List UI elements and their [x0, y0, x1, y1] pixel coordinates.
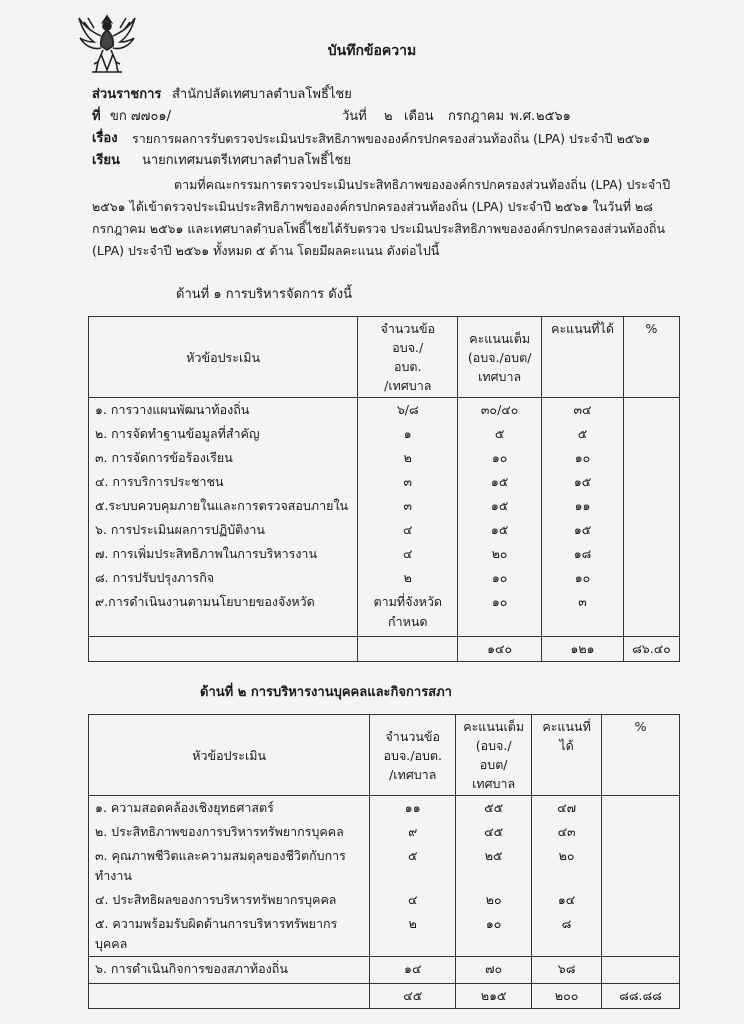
to-label: เรียน: [92, 153, 120, 168]
memo-title: บันทึกข้อความ: [327, 43, 417, 59]
year-label: พ.ศ.: [510, 109, 536, 124]
table-row: [89, 590, 680, 637]
s2-got: ๒๐: [532, 844, 602, 888]
s2-header-got: คะแนนที่ ได้: [532, 715, 602, 796]
s1-total-pct: ๘๖.๔๐: [623, 637, 679, 662]
table-row: [89, 446, 680, 470]
s1-got: ๑๕: [542, 518, 624, 542]
month-value: กรกฎาคม: [448, 109, 505, 124]
table-row: [89, 796, 680, 821]
s1-pct: [623, 446, 679, 470]
s1-header-item: หัวข้อประเมิน: [89, 317, 358, 398]
s2-pct: [602, 912, 680, 957]
s1-pct: [623, 494, 679, 518]
s1-pct: [623, 566, 679, 590]
s1-got: ๑๑: [542, 494, 624, 518]
s2-count: ๙: [370, 820, 456, 844]
s2-count: ๑๑: [370, 796, 456, 821]
s2-total-count: ๔๕: [370, 984, 456, 1009]
s1-item: ๔. การบริการประชาชน: [89, 470, 358, 494]
s1-total-label: [89, 637, 358, 662]
s1-pct: [623, 470, 679, 494]
s1-full: ๑๕: [458, 518, 542, 542]
table-row: [89, 957, 680, 984]
s2-full: ๔๕: [456, 820, 532, 844]
table-row: [89, 566, 680, 590]
s1-pct: [623, 518, 679, 542]
s1-full: ๑๕: [458, 470, 542, 494]
body-line-1: ตามที่คณะกรรมการตรวจประเมินประสิทธิภาพขององค์กรปกครองส่วนท้องถิ่น (LPA) ประจำปี: [174, 177, 671, 192]
s1-pct: [623, 590, 679, 637]
s1-got: ๓๔: [542, 398, 624, 423]
s2-item: ๖. การดำเนินกิจการของสภาท้องถิ่น: [89, 957, 370, 984]
s1-item: ๑. การวางแผนพัฒนาท้องถิ่น: [89, 398, 358, 423]
s1-full: ๑๐: [458, 590, 542, 637]
subject-label: เรื่อง: [92, 131, 118, 146]
table-row: [89, 844, 680, 888]
body-line-4: (LPA) ประจำปี ๒๕๖๑ ทั้งหมด ๕ ด้าน โดยมีผลคะแนน ดังต่อไปนี้: [92, 243, 440, 258]
body-line-2: ๒๕๖๑ ได้เข้าตรวจประเมินประสิทธิภาพขององค์กรปกครองส่วนท้องถิ่น (LPA) ประจำปี ๒๕๖๑ ในวันที่ ๒๘: [92, 199, 653, 214]
s1-pct: [623, 398, 679, 423]
s1-count: ๓: [358, 470, 458, 494]
s1-header-full: คะแนนเต็ม (อบจ./อบต/ เทศบาล: [458, 317, 542, 398]
s1-count: ๓: [358, 494, 458, 518]
s2-pct: [602, 844, 680, 888]
department-value: สำนักปลัดเทศบาลตำบลโพธิ์ไชย: [172, 87, 352, 102]
s1-item: ๙.การดำเนินงานตามนโยบายของจังหวัด: [89, 590, 358, 637]
s2-item: ๒. ประสิทธิภาพของการบริหารทรัพยากรบุคคล: [89, 820, 370, 844]
s2-pct: [602, 957, 680, 984]
s1-got: ๑๐: [542, 566, 624, 590]
section2-table: [88, 714, 680, 1009]
table-row: [89, 494, 680, 518]
s2-total-label: [89, 984, 370, 1009]
s2-total-full: ๒๑๕: [456, 984, 532, 1009]
s1-count: ๑: [358, 422, 458, 446]
s2-count: ๕: [370, 844, 456, 888]
table-row: [89, 820, 680, 844]
s1-count: ๔: [358, 542, 458, 566]
s1-pct: [623, 542, 679, 566]
department-label: ส่วนราชการ: [92, 87, 162, 102]
s1-got: ๑๘: [542, 542, 624, 566]
date-label: วันที่: [342, 109, 367, 124]
table-row: [89, 398, 680, 423]
s1-item: ๕.ระบบควบคุมภายในและการตรวจสอบภายใน: [89, 494, 358, 518]
s1-count: ๔: [358, 518, 458, 542]
s2-item: ๓. คุณภาพชีวิตและความสมดุลของชีวิตกับการทำงาน: [89, 844, 370, 888]
s1-full: ๕: [458, 422, 542, 446]
s1-total-count: [358, 637, 458, 662]
s1-pct: [623, 422, 679, 446]
s2-full: ๗๐: [456, 957, 532, 984]
s1-header-got: คะแนนที่ได้: [542, 317, 624, 398]
s1-item: ๘. การปรับปรุงภารกิจ: [89, 566, 358, 590]
to-value: นายกเทศมนตรีเทศบาลตำบลโพธิ์ไชย: [142, 153, 352, 168]
s1-count: ๒: [358, 446, 458, 470]
ref-number: ขก ๗๗๐๑/: [110, 109, 172, 124]
table-row: [89, 422, 680, 446]
s1-got: ๕: [542, 422, 624, 446]
table-row: [89, 470, 680, 494]
section1-table: [88, 316, 680, 662]
s1-item: ๓. การจัดการข้อร้องเรียน: [89, 446, 358, 470]
table-row: [89, 542, 680, 566]
s2-item: ๑. ความสอดคล้องเชิงยุทธศาสตร์: [89, 796, 370, 821]
s2-count: ๒: [370, 912, 456, 957]
s2-header-count: จำนวนข้อ อบจ./อบต. /เทศบาล: [370, 715, 456, 796]
s2-full: ๒๐: [456, 888, 532, 912]
table-row: [89, 888, 680, 912]
s1-full: ๑๐: [458, 566, 542, 590]
s1-item: ๖. การประเมินผลการปฏิบัติงาน: [89, 518, 358, 542]
s2-item: ๕. ความพร้อมรับผิดด้านการบริหารทรัพยากรบุคคล: [89, 912, 370, 957]
s2-total-pct: ๘๘.๘๘: [602, 984, 680, 1009]
section2-title: ด้านที่ ๒ การบริหารงานบุคคลและกิจการสภา: [200, 685, 452, 700]
table-row: [89, 912, 680, 957]
s1-full: ๓๐/๔๐: [458, 398, 542, 423]
s2-total-got: ๒๐๐: [532, 984, 602, 1009]
s2-header-pct: %: [602, 715, 680, 796]
date-day: ๒: [384, 109, 393, 124]
s2-header-item: หัวข้อประเมิน: [89, 715, 370, 796]
s2-got: ๔๓: [532, 820, 602, 844]
s1-count: ๒: [358, 566, 458, 590]
s1-header-pct: %: [623, 317, 679, 398]
s1-item: ๗. การเพิ่มประสิทธิภาพในการบริหารงาน: [89, 542, 358, 566]
s2-item: ๔. ประสิทธิผลของการบริหารทรัพยากรบุคคล: [89, 888, 370, 912]
s2-got: ๔๗: [532, 796, 602, 821]
subject-value: รายการผลการรับตรวจประเมินประสิทธิภาพขององค์กรปกครองส่วนท้องถิ่น (LPA) ประจำปี ๒๕๖๑: [132, 131, 651, 146]
s2-header-full: คะแนนเต็ม (อบจ./อบต/ เทศบาล: [456, 715, 532, 796]
s2-full: ๒๕: [456, 844, 532, 888]
s2-pct: [602, 888, 680, 912]
s2-pct: [602, 820, 680, 844]
year-value: ๒๕๖๑: [536, 109, 571, 124]
s1-got: ๑๐: [542, 446, 624, 470]
s2-count: ๑๔: [370, 957, 456, 984]
s1-count: ตามที่จังหวัดกำหนด: [358, 590, 458, 637]
ref-label: ที่: [92, 109, 101, 124]
body-line-3: กรกฎาคม ๒๕๖๑ และเทศบาลตำบลโพธิ์ไชยได้รับตรวจ ประเมินประสิทธิภาพขององค์กรปกครองส่วนท้องถิ่น: [92, 221, 666, 236]
s2-got: ๑๔: [532, 888, 602, 912]
s1-total-full: ๑๔๐: [458, 637, 542, 662]
s1-header-count: จำนวนข้อ อบจ./ อบต. /เทศบาล: [358, 317, 458, 398]
s2-count: ๔: [370, 888, 456, 912]
s1-item: ๒. การจัดทำฐานข้อมูลที่สำคัญ: [89, 422, 358, 446]
s2-full: ๕๕: [456, 796, 532, 821]
s2-pct: [602, 796, 680, 821]
s1-full: ๑๕: [458, 494, 542, 518]
s1-got: ๓: [542, 590, 624, 637]
s1-got: ๑๕: [542, 470, 624, 494]
table-row: [89, 518, 680, 542]
s1-count: ๖/๘: [358, 398, 458, 423]
section1-title: ด้านที่ ๑ การบริหารจัดการ ดังนี้: [176, 287, 352, 302]
month-label: เดือน: [404, 109, 434, 124]
s1-full: ๒๐: [458, 542, 542, 566]
s2-got: ๖๘: [532, 957, 602, 984]
s2-got: ๘: [532, 912, 602, 957]
s1-full: ๑๐: [458, 446, 542, 470]
s2-full: ๑๐: [456, 912, 532, 957]
s1-total-got: ๑๒๑: [542, 637, 624, 662]
